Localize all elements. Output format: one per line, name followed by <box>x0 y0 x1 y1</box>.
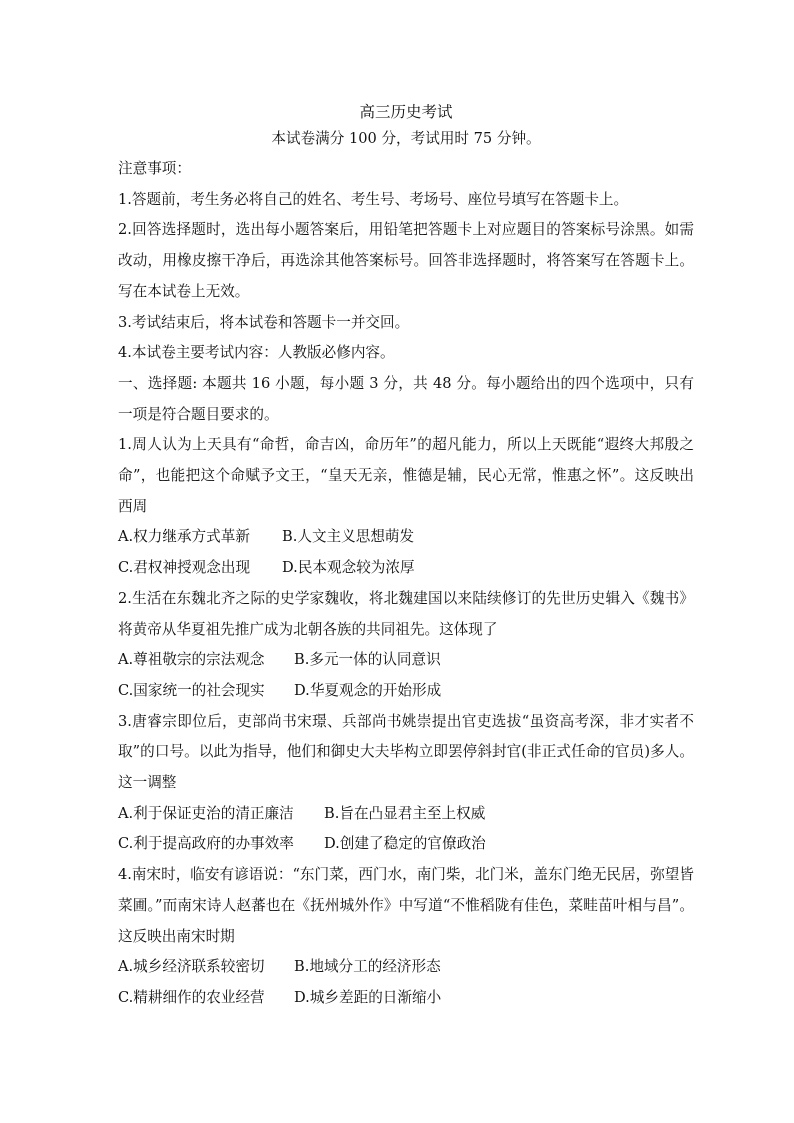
page-title: 高三历史考试 <box>359 103 453 121</box>
question-4 <box>118 860 694 1014</box>
question-1 <box>118 430 694 584</box>
question-stem: 2.生活在东魏北齐之际的史学家魏收，将北魏建国以来陆续修订的先世历史辑入《魏书》将黄帝从华夏祖先推广成为北朝各族的共同祖先。这体现了 <box>118 589 694 638</box>
option-row <box>118 983 694 1014</box>
question-stem: 4.南宋时，临安有谚语说：“东门菜，西门水，南门柴，北门米，盖东门绝无民居，弥望皆菜圃。”而南宋诗人赵蕃也在《抚州城外作》中写道“不惟稻陇有佳色，菜畦苗叶相与昌”。这反映出南宋时期 <box>118 866 694 945</box>
option-c[interactable]: C.利于提高政府的办事效率 <box>118 835 294 853</box>
notice-heading: 注意事项： <box>118 160 191 177</box>
option-d[interactable]: D.华夏观念的开始形成 <box>294 681 442 699</box>
option-row <box>118 553 694 584</box>
exam-subtitle: 本试卷满分 100 分，考试用时 75 分钟。 <box>271 130 541 147</box>
option-b[interactable]: B.人文主义思想萌发 <box>282 528 415 546</box>
notice-item-4: 4.本试卷主要考试内容：人教版必修内容。 <box>118 344 395 362</box>
option-a[interactable]: A.权力继承方式革新 <box>118 528 250 546</box>
option-row <box>118 829 694 860</box>
question-stem: 3.唐睿宗即位后，吏部尚书宋璟、兵部尚书姚崇提出官吏选拔“虽资高考深，非才实者不取”的口号。以此为指导，他们和御史大夫毕构立即罢停斜封官(非正式任命的官员)多人。这一调整 <box>118 712 694 792</box>
question-2 <box>118 584 694 707</box>
option-row <box>118 952 694 983</box>
option-row <box>118 676 694 707</box>
option-b[interactable]: B.地域分工的经济形态 <box>294 958 441 976</box>
question-stem: 1.周人认为上天具有“命哲，命吉凶，命历年”的超凡能力，所以上天既能“遐终大邦殷之命”，也能把这个命赋予文王，“皇天无亲，惟德是辅，民心无常，惟惠之怀”。这反映出西周 <box>118 436 694 515</box>
option-a[interactable]: A.尊祖敬宗的宗法观念 <box>118 651 265 669</box>
question-3 <box>118 707 694 861</box>
option-row <box>118 799 694 830</box>
option-d[interactable]: D.城乡差距的日渐缩小 <box>294 988 442 1006</box>
option-b[interactable]: B.多元一体的认同意识 <box>294 651 441 669</box>
option-row <box>118 645 694 676</box>
notice-item-1: 1.答题前，考生务必将自己的姓名、考生号、考场号、座位号填写在答题卡上。 <box>118 190 629 208</box>
notice-item-3: 3.考试结束后，将本试卷和答题卡一并交回。 <box>118 313 410 331</box>
notice-section <box>118 154 694 369</box>
option-a[interactable]: A.利于保证吏治的清正廉洁 <box>118 804 294 822</box>
option-b[interactable]: B.旨在凸显君主至上权威 <box>324 804 486 822</box>
section-instruction: 一、选择题: 本题共 16 小题，每小题 3 分，共 48 分。每小题给出的四个选项中，只有一项是符合题目要求的。 <box>118 374 694 423</box>
option-d[interactable]: D.创建了稳定的官僚政治 <box>324 835 486 853</box>
option-c[interactable]: C.国家统一的社会现实 <box>118 681 265 699</box>
option-a[interactable]: A.城乡经济联系较密切 <box>118 958 265 976</box>
option-c[interactable]: C.精耕细作的农业经营 <box>118 988 265 1006</box>
option-c[interactable]: C.君权神授观念出现 <box>118 559 251 577</box>
option-row <box>118 522 694 553</box>
option-d[interactable]: D.民本观念较为浓厚 <box>282 559 415 577</box>
notice-item-2: 2.回答选择题时，选出每小题答案后，用铅笔把答题卡上对应题目的答案标号涂黑。如需改动，用橡皮擦干净后，再选涂其他答案标号。回答非选择题时，将答案写在答题卡上。写在本试卷上无效。 <box>118 221 694 300</box>
